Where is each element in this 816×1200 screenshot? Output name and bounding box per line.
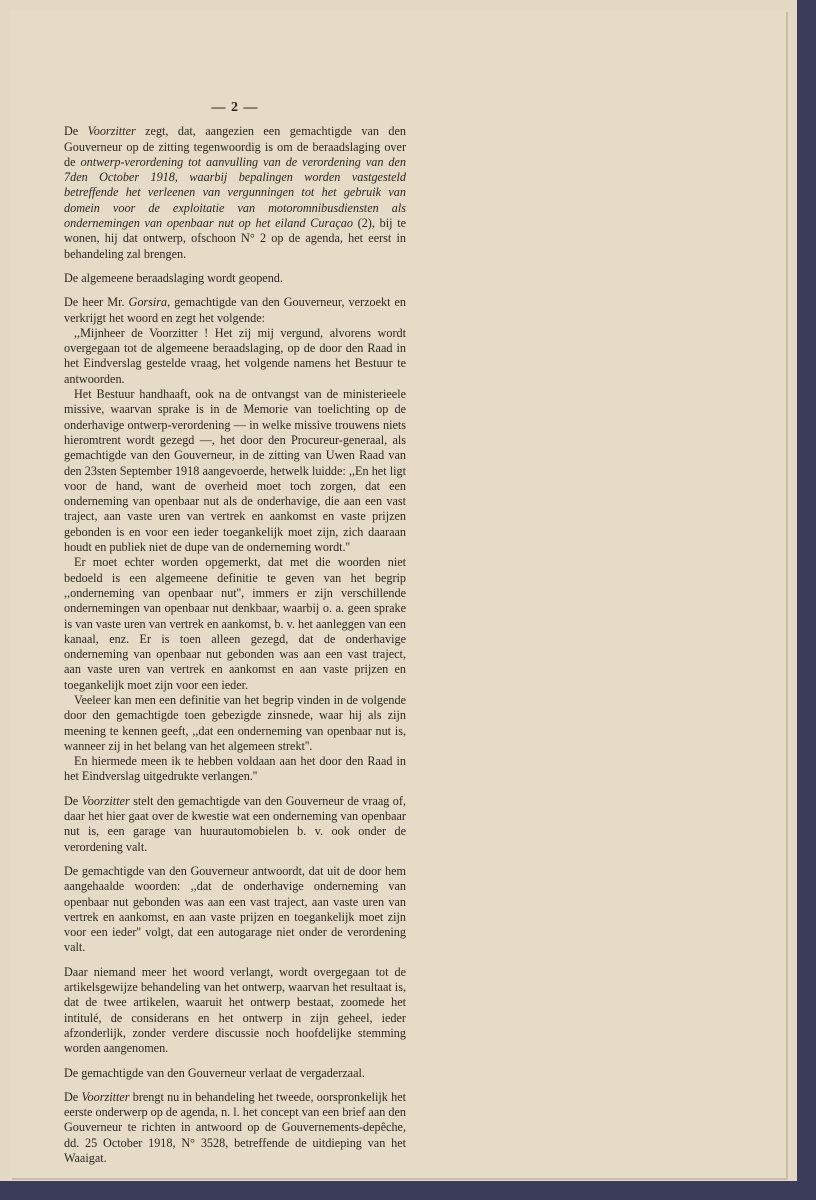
text-segment: (2), bij te wonen, hij dat ontwerp, ofschoon N° 2 op de agenda, het eerst in behandeling zal brengen.: [64, 216, 406, 261]
page-number: — 2 —: [211, 100, 259, 115]
paragraph: [64, 1066, 406, 1081]
paragraph: [64, 794, 406, 855]
italic-segment: Voorzitter: [87, 124, 136, 139]
paragraph: [64, 754, 406, 785]
italic-segment: Gorsira: [128, 295, 168, 310]
text-segment: Er moet echter worden opgemerkt, dat met die woorden niet bedoeld is een algemeene definitie te geven van het begrip ,,onderneming van openbaar nut'', immers er zijn verschillende ondernemingen van openbaar nut denkbaar, waarbij o. a. geen sprake is van vaste uren van vertrek en aankomst, b. v. het aanleggen van een kanaal, enz. Er is toen alleen gezegd, dat de onderhavige onderneming van openbaar nut gebonden was aan een vast traject, aan vaste uren van vertrek en aankomst en aan vaste prijzen en toegankelijk moet zijn voor een ieder.: [64, 555, 406, 692]
text-segment: stelt den gemachtigde van den Gouverneur de vraag of, daar het hier gaat over de kwestie wat een onderneming van openbaar nut is, een garage van huurautomobielen b. v. ook onder de verordening valt.: [64, 793, 406, 854]
paragraph: [64, 124, 406, 262]
paragraph: [64, 295, 406, 326]
paragraph: [64, 1090, 406, 1166]
paragraph: [64, 693, 406, 754]
text-segment: Het Bestuur handhaaft, ook na de ontvangst van de ministerieele missive, waarvan sprake is in de Memorie van toelichting op de onderhavige ontwerp-verordening — in welke missive trouwens niets hieromtrent wordt gezegd —, het door den Procureur-generaal, als gemachtigde van den Gouverneur, in de zitting van Uwen Raad van den 23sten September 1918 aangevoerde, hetwelk luidde: ,,En het ligt voor de hand, want de overheid moet toch zorgen, dat een onderneming van openbaar nut als de onderhavige, die aan een vast traject, aan vaste uren van vertrek en aankomst en vaste prijzen gebonden is en voor een ieder toegankelijk moet zijn, zich daaraan houdt en publiek niet de dupe van de onderneming wordt.'': [64, 387, 406, 555]
scanner-edge-right: [797, 0, 816, 1200]
text-segment: zegt, dat, aangezien een gemachtigde van den Gouverneur op de zitting tegenwoordig is om de beraadslaging over de: [64, 124, 406, 169]
paragraph: [64, 271, 406, 286]
text-segment: De algemeene beraadslaging wordt geopend.: [64, 270, 283, 285]
text-segment: De gemachtigde van den Gouverneur antwoordt, dat uit de door hem aangehaalde woorden: ,,dat de onderhavige onderneming van openbaar nut gebonden was aan een vast traject, aan vaste uren van vertrek en aankomst, en aan vaste prijzen en toegankelijk moet zijn voor een ieder'' volgt, dat een autogarage niet onder de verordening valt.: [64, 863, 406, 955]
paragraph: [64, 555, 406, 693]
text-segment: Daar niemand meer het woord verlangt, wordt overgegaan tot de artikelsgewijze behandeling van het ontwerp, waarvan het resultaat is, dat de twee artikelen, waaruit het ontwerp bestaat, zoomede het intitulé, de considerans en het ontwerp in zijn geheel, ieder afzonderlijk, zonder verdere discussie noch hoofdelijke stemming worden aangenomen.: [64, 964, 406, 1056]
text-segment: Veeleer kan men een definitie van het begrip vinden in de volgende door den gemachtigde toen gebezigde zinsnede, waar hij als zijn meening te kennen geeft, ,,dat een onderneming van openbaar nut is, wanneer zij in het belang van het algemeen strekt''.: [64, 692, 406, 753]
paragraph: [64, 387, 406, 555]
text-segment: , gemachtigde van den Gouverneur, verzoekt en verkrijgt het woord en zegt het volgende:: [64, 295, 407, 325]
body-text: [64, 124, 406, 1166]
bleed-through-shadow: [565, 105, 745, 165]
paragraph: [64, 326, 406, 387]
italic-segment: Voorzitter: [81, 1089, 130, 1104]
text-segment: ,,Mijnheer de Voorzitter ! Het zij mij vergund, alvorens wordt overgegaan tot de algemeene beraadslaging, op de door den Raad in het Eindverslag gestelde vraag, het volgende namens het Bestuur te antwoorden.: [64, 325, 406, 386]
text-segment: De: [64, 793, 82, 808]
text-segment: brengt nu in behandeling het tweede, oorspronkelijk het eerste onderwerp op de agenda, n. l. het concept van een brief aan den Gouverneur te richten in antwoord op de Gouvernements-depêche, dd. 25 October 1918, N° 3528, betreffende de uitdieping van het Waaigat.: [64, 1089, 406, 1165]
scanner-edge-bottom: [0, 1181, 816, 1200]
text-segment: De heer Mr.: [64, 295, 129, 310]
italic-segment: ontwerp-verordening tot aanvulling van de verordening van den 7den October 1918, waarbij bepalingen worden vastgesteld betreffende het verleenen van vergunningen tot het gebruik van domein voor de exploitatie van motoromnibusdiensten als ondernemingen van openbaar nut op het eiland Curaçao: [64, 154, 407, 231]
paragraph: [64, 864, 406, 956]
text-segment: De: [64, 124, 88, 139]
document-page: [64, 100, 406, 1166]
text-segment: En hiermede meen ik te hebben voldaan aan het door den Raad in het Eindverslag uitgedrukte verlangen.'': [64, 754, 406, 784]
text-segment: De: [64, 1089, 82, 1104]
paragraph: [64, 965, 406, 1057]
text-segment: De gemachtigde van den Gouverneur verlaat de vergaderzaal.: [64, 1065, 365, 1080]
italic-segment: Voorzitter: [81, 793, 130, 808]
